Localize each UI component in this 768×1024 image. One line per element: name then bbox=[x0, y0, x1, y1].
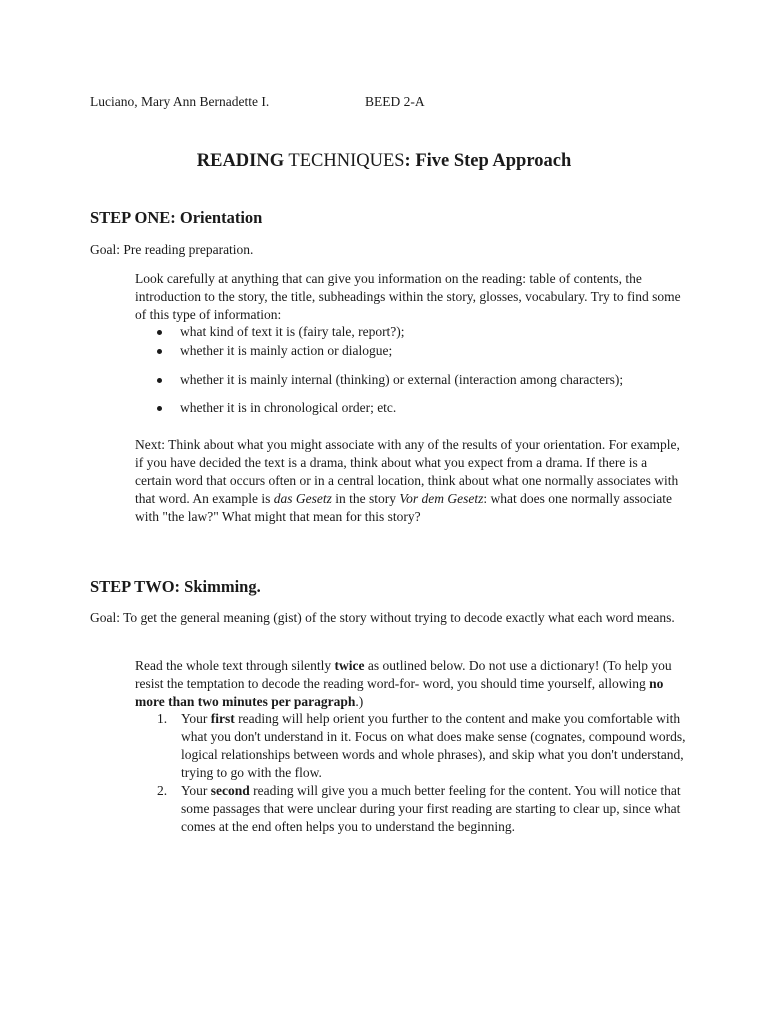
intro-text-a: Read the whole text through silently bbox=[135, 658, 335, 673]
list-item-text: whether it is mainly internal (thinking) or external (interaction among characters); bbox=[180, 372, 624, 387]
list-item-number: 1. bbox=[157, 711, 168, 726]
next-text-c: : what does one normally associate with "the law?" What might that mean for this story? bbox=[135, 491, 672, 524]
title-part-bold: READING bbox=[196, 151, 285, 171]
next-italic-term: das Gesetz bbox=[273, 491, 332, 506]
document-header bbox=[90, 94, 425, 110]
step-one-intro: Look carefully at anything that can give you information on the reading: table of contents, the introduction to the story, the title, subheadings within the story, glosses, vocabulary. Try to find some of this type of information: bbox=[135, 271, 681, 322]
course-section: BEED 2-A bbox=[365, 94, 425, 109]
title-part-subtitle: : Five Step Approach bbox=[404, 151, 572, 171]
step-two-goal: Goal: To get the general meaning (gist) of the story without trying to decode exactly what each word means. bbox=[90, 610, 675, 625]
step-one-goal: Goal: Pre reading preparation. bbox=[90, 242, 254, 257]
step-one-next-paragraph bbox=[135, 436, 685, 526]
document-title bbox=[0, 151, 768, 172]
list-item-number: 2. bbox=[157, 783, 168, 798]
title-part-regular: TECHNIQUES bbox=[284, 151, 405, 171]
step-two-heading bbox=[90, 577, 261, 597]
list-item-text: reading will give you a much better feeling for the content. You will notice that some passages that were unclear during your first reading are starting to clear up, since what comes at the end often helps you to understand the beginning. bbox=[181, 783, 681, 834]
next-italic-story: Vor dem Gesetz bbox=[399, 491, 484, 506]
list-item-text: reading will help orient you further to the content and make you comfortable with what you don't understand in it. Focus on what does make sense (cognates, compound words, logical relationships between words and whole phrases), and skip what you don't understand, trying to go with the flow. bbox=[181, 711, 686, 780]
bullet-icon bbox=[157, 349, 162, 354]
list-item-text: what kind of text it is (fairy tale, report?); bbox=[180, 324, 405, 339]
student-name: Luciano, Mary Ann Bernadette I. bbox=[90, 94, 270, 109]
next-text-b: in the story bbox=[331, 491, 400, 506]
list-item-text: Your bbox=[181, 711, 211, 726]
list-item-text: whether it is mainly action or dialogue; bbox=[180, 343, 393, 358]
bullet-icon bbox=[157, 330, 162, 335]
intro-bold-limit: no more than two minutes per paragraph bbox=[135, 676, 664, 709]
bullet-icon bbox=[157, 406, 162, 411]
intro-text-c: .) bbox=[355, 694, 364, 709]
next-text-a: Next: Think about what you might associate with any of the results of your orientation. For example, if you have decided the text is a drama, think about what you expect from a drama. If there is a certain word that occurs often or in a central location, think about what one normally associates with that word. An example is bbox=[135, 437, 680, 506]
step-one-title: : Orientation bbox=[170, 208, 263, 227]
list-item-text: whether it is in chronological order; etc. bbox=[180, 400, 397, 415]
list-item-text: Your bbox=[181, 783, 211, 798]
intro-text-b: as outlined below. Do not use a dictionary! (To help you resist the temptation to decode the reading word-for- word, you should time yourself, allowing bbox=[135, 658, 672, 691]
list-item bbox=[135, 710, 690, 782]
step-two-intro bbox=[135, 657, 685, 711]
bullet-icon bbox=[157, 378, 162, 383]
list-item-bold: second bbox=[210, 783, 250, 798]
step-one-label: STEP ONE bbox=[90, 208, 171, 227]
list-item-bold: first bbox=[210, 711, 235, 726]
step-one-heading bbox=[90, 208, 262, 228]
intro-bold-twice: twice bbox=[334, 658, 365, 673]
step-two-title: STEP TWO: Skimming. bbox=[90, 577, 261, 596]
step-two-numbered-list bbox=[135, 710, 690, 836]
list-item bbox=[135, 782, 690, 836]
